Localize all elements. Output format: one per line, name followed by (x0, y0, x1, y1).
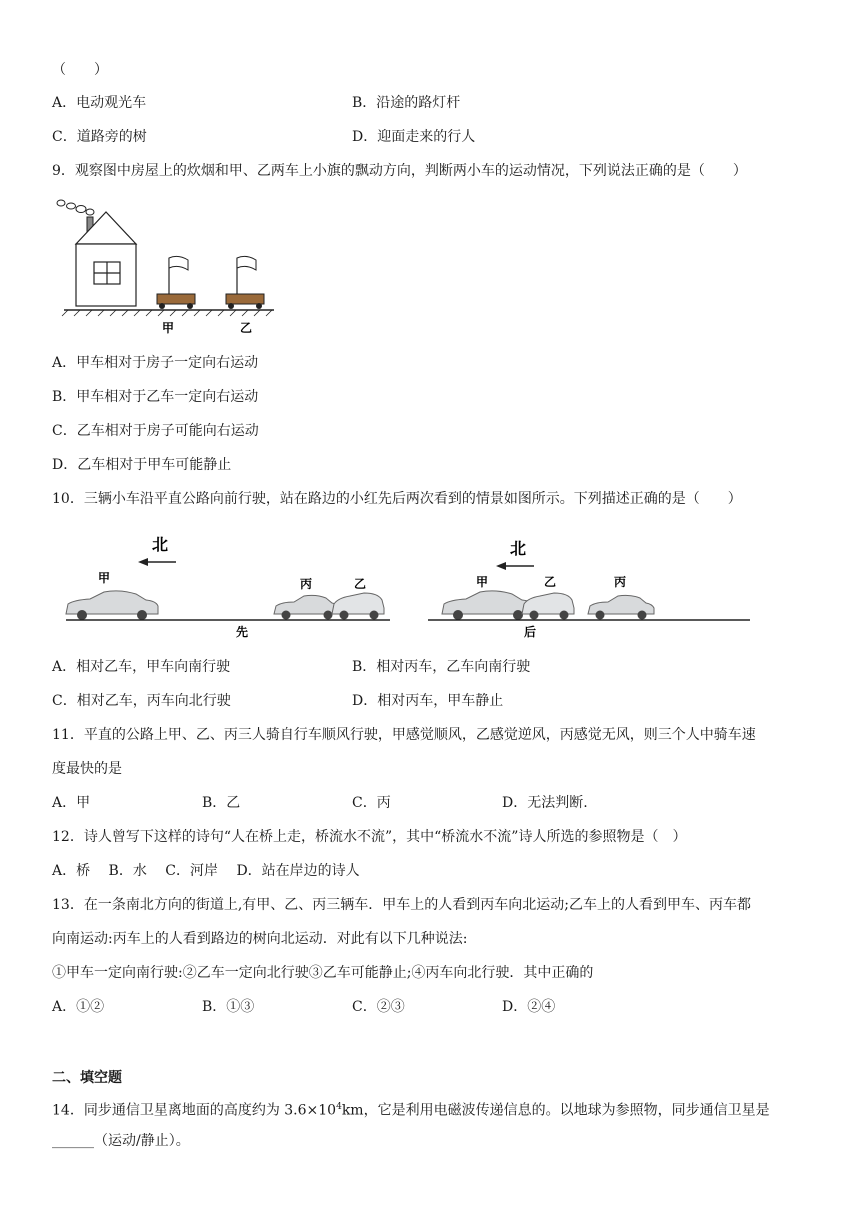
q8-option-a: A．电动观光车 (52, 95, 147, 111)
q13-option-b: B．①③ (202, 999, 255, 1015)
q14-stem-part-a: 14．同步通信卫星离地面的高度约为 3.6×10 (52, 1102, 337, 1119)
q10-figure-cars (60, 530, 800, 642)
q10-stem: 10．三辆小车沿平直公路向前行驶，站在路边的小红先后两次看到的情景如图所示。下列描述正确的是（ ） (52, 491, 742, 507)
car-bing-left (274, 595, 340, 619)
wheel (256, 303, 262, 309)
caption-right: 后 (523, 625, 537, 639)
q13-stem-line1: 13．在一条南北方向的街道上,有甲、乙、丙三辆车．甲车上的人看到丙车向北运动;乙车上的人看到甲车、丙车都 (52, 897, 751, 913)
q13-option-d: D．②④ (502, 999, 556, 1015)
left-label-yi: 乙 (353, 577, 367, 591)
right-label-yi: 乙 (543, 575, 557, 589)
wheel (159, 303, 165, 309)
q8-option-c: C．道路旁的树 (52, 129, 147, 145)
left-label-jia: 甲 (97, 571, 111, 585)
wheel (228, 303, 234, 309)
q10-option-b: B．相对丙车，乙车向南行驶 (352, 659, 531, 675)
left-label-bing: 丙 (299, 577, 313, 591)
q14-stem-line2: ______（运动/静止）。 (52, 1133, 190, 1149)
q8-option-d: D．迎面走来的行人 (352, 129, 476, 145)
smoke-puff (57, 200, 65, 206)
label-jia: 甲 (161, 321, 175, 335)
flag (237, 256, 256, 270)
right-label-bing: 丙 (613, 575, 627, 589)
q10-option-d: D．相对丙车，甲车静止 (352, 693, 504, 709)
car-yi-right (522, 593, 574, 620)
north-label: 北 (151, 535, 169, 554)
q11-stem-line1: 11．平直的公路上甲、乙、丙三人骑自行车顺风行驶，甲感觉顺风，乙感觉逆风，丙感觉无风，则三个人中骑车速 (52, 727, 756, 743)
q9-stem: 9．观察图中房屋上的炊烟和甲、乙两车上小旗的飘动方向，判断两小车的运动情况，下列说法正确的是（ ） (52, 163, 747, 179)
house-roof (76, 212, 136, 244)
q14-stem-line1 (52, 1097, 770, 1121)
cart-jia (157, 294, 195, 304)
q9-option-d: D．乙车相对于甲车可能静止 (52, 457, 232, 473)
q10-option-a: A．相对乙车，甲车向南行驶 (52, 659, 231, 675)
q9-option-c: C．乙车相对于房子可能向右运动 (52, 423, 259, 439)
car-bing-right (588, 595, 654, 619)
q13-stem-line3: ①甲车一定向南行驶:②乙车一定向北行驶③乙车可能静止;④丙车向北行驶．其中正确的 (52, 965, 594, 981)
q13-option-c: C．②③ (352, 999, 405, 1015)
q14-exponent: 4 (336, 1102, 342, 1112)
q11-stem-line2: 度最快的是 (52, 761, 122, 777)
q13-option-a: A．①② (52, 999, 105, 1015)
q12-stem: 12．诗人曾写下这样的诗句“人在桥上走，桥流水不流”，其中“桥流水不流”诗人所选的参照物是（ ） (52, 829, 687, 845)
q11-option-a: A．甲 (52, 795, 91, 811)
north-label: 北 (509, 539, 527, 558)
q9-option-b: B．甲车相对于乙车一定向右运动 (52, 389, 259, 405)
smoke-puff (86, 209, 94, 215)
car-jia-left (66, 591, 158, 620)
q11-option-d: D．无法判断. (502, 795, 588, 811)
q14-stem-part-b: km，它是利用电磁波传递信息的。以地球为参照物，同步通信卫星是 (341, 1102, 770, 1119)
q8-stem-tail: （ ） (52, 62, 108, 78)
q13-stem-line2: 向南运动:丙车上的人看到路边的树向北运动．对此有以下几种说法: (52, 931, 468, 947)
arrow-head (138, 558, 148, 566)
q9-figure-house-cars (56, 196, 276, 338)
q10-option-c: C．相对乙车，丙车向北行驶 (52, 693, 231, 709)
wheel (187, 303, 193, 309)
car-yi-left (332, 593, 384, 620)
cart-yi (226, 294, 264, 304)
q11-option-c: C．丙 (352, 795, 391, 811)
q12-options: A．桥 B．水 C．河岸 D．站在岸边的诗人 (52, 863, 360, 879)
flag (169, 256, 188, 270)
right-label-jia: 甲 (475, 575, 489, 589)
smoke-puff (67, 203, 76, 209)
q11-option-b: B．乙 (202, 795, 241, 811)
q9-option-a: A．甲车相对于房子一定向右运动 (52, 355, 259, 371)
smoke-puff (76, 206, 86, 213)
section-title: 二、填空题 (52, 1070, 122, 1086)
car-jia-right (442, 591, 534, 620)
q8-option-b: B．沿途的路灯杆 (352, 95, 461, 111)
caption-left: 先 (235, 625, 249, 639)
arrow-head (496, 562, 506, 570)
label-yi: 乙 (239, 321, 253, 335)
